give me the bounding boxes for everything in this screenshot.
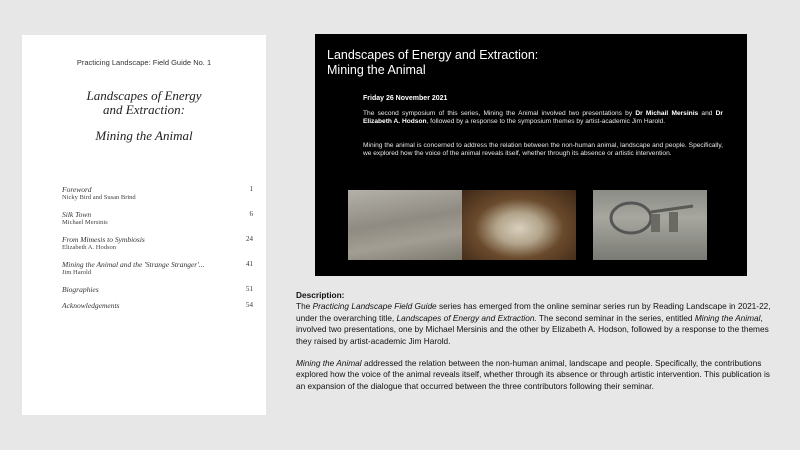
toc-entry-title: Biographies bbox=[62, 285, 99, 294]
toc-entry bbox=[62, 301, 258, 310]
toc-entry-author: Jim Harold bbox=[62, 269, 92, 276]
description-text: addressed the relation between the non-human animal, landscape and people. Specifically, the contributions explored how the voice of the animal reveals itself, whether through its absence or through artistic intervention. This publication is an expansion of the dialogue that occurred between the three contributors following their seminar. bbox=[296, 358, 770, 391]
toc-entry-title: Acknowledgements bbox=[62, 301, 120, 310]
toc-entry-title: Foreword bbox=[62, 185, 92, 194]
toc-entry bbox=[62, 210, 258, 227]
metal-objects-drawing bbox=[593, 190, 707, 260]
description-paragraph-1 bbox=[296, 301, 780, 347]
slide-text: , followed by a response to the symposium themes by artist-academic Jim Harold. bbox=[426, 118, 666, 126]
description-text: , involved two presentations, one by Michael Mersinis and the other by Elizabeth A. Hodson, followed by a response to the themes they raised by artist-academic Jim Harold. bbox=[296, 312, 769, 346]
book-title bbox=[22, 89, 266, 117]
slide-text: and bbox=[698, 110, 716, 117]
slide-photo-cocoons bbox=[462, 190, 576, 260]
slide-title-line-2: Mining the Animal bbox=[327, 63, 426, 77]
toc-entry-page: 41 bbox=[246, 260, 253, 268]
toc-entry bbox=[62, 260, 258, 277]
description-text: series has emerged from the online seminar series run by Reading Landscape in 2021-22, under the overarching title, bbox=[296, 301, 771, 323]
series-title: Practicing Landscape: Field Guide No. 1 bbox=[76, 58, 212, 67]
toc-entry-author: Elizabeth A. Hodson bbox=[62, 244, 116, 251]
toc-entry-title: Silk Town bbox=[62, 210, 92, 219]
presentation-slide bbox=[315, 34, 747, 276]
book-cover-page bbox=[22, 35, 266, 415]
slide-text: The second symposium of this series, Mining the Animal involved two presentations by bbox=[363, 110, 636, 117]
toc-entry bbox=[62, 185, 258, 202]
toc-entry-title: Mining the Animal and the 'Strange Stranger'... bbox=[62, 260, 205, 269]
slide-title bbox=[327, 48, 538, 78]
toc-entry-page: 54 bbox=[246, 301, 253, 309]
description-label: Description: bbox=[296, 290, 345, 300]
description-emphasis: Mining the Animal bbox=[296, 358, 362, 369]
slide-photo-silk-landscape bbox=[348, 190, 462, 260]
description-section bbox=[296, 290, 780, 392]
description-emphasis: Practicing Landscape Field Guide bbox=[312, 301, 437, 312]
slide-paragraph-2: Mining the animal is concerned to address the relation between the non-human animal, landscape and people. Specifically, we explored how the voice of the animal reveals itself, whether through its absence or artistic intervention. bbox=[363, 142, 723, 158]
toc-entry-page: 24 bbox=[246, 235, 253, 243]
description-text: The bbox=[296, 301, 313, 312]
slide-title-line-1: Landscapes of Energy and Extraction: bbox=[327, 48, 539, 62]
toc-entry-page: 51 bbox=[246, 285, 253, 293]
toc-entry-page: 6 bbox=[249, 210, 253, 218]
description-text: The second seminar in the series, entitled bbox=[536, 312, 695, 323]
slide-speaker-name: Dr Michail Mersinis bbox=[635, 110, 699, 117]
description-emphasis: Landscapes of Energy and Extraction. bbox=[396, 312, 537, 323]
toc-entry-author: Michael Mersinis bbox=[62, 219, 108, 226]
toc-entry bbox=[62, 235, 258, 252]
description-emphasis: Mining the Animal bbox=[694, 312, 761, 323]
toc-entry-title: From Mimesis to Symbiosis bbox=[62, 235, 145, 244]
description-paragraph-2 bbox=[296, 358, 780, 392]
slide-photo-metal-objects bbox=[593, 190, 707, 260]
book-title-line-2: and Extraction: bbox=[103, 102, 185, 117]
toc-entry-author: Nicky Bird and Susan Brind bbox=[62, 194, 136, 201]
book-title-line-1: Landscapes of Energy bbox=[86, 88, 202, 103]
toc-entry-page: 1 bbox=[249, 185, 253, 193]
slide-paragraph-1 bbox=[363, 110, 723, 127]
toc-entry bbox=[62, 285, 258, 294]
slide-date: Friday 26 November 2021 bbox=[363, 95, 448, 102]
book-subtitle: Mining the Animal bbox=[95, 128, 193, 143]
slide-speaker-name: Dr Elizabeth A. Hodson bbox=[363, 110, 723, 126]
